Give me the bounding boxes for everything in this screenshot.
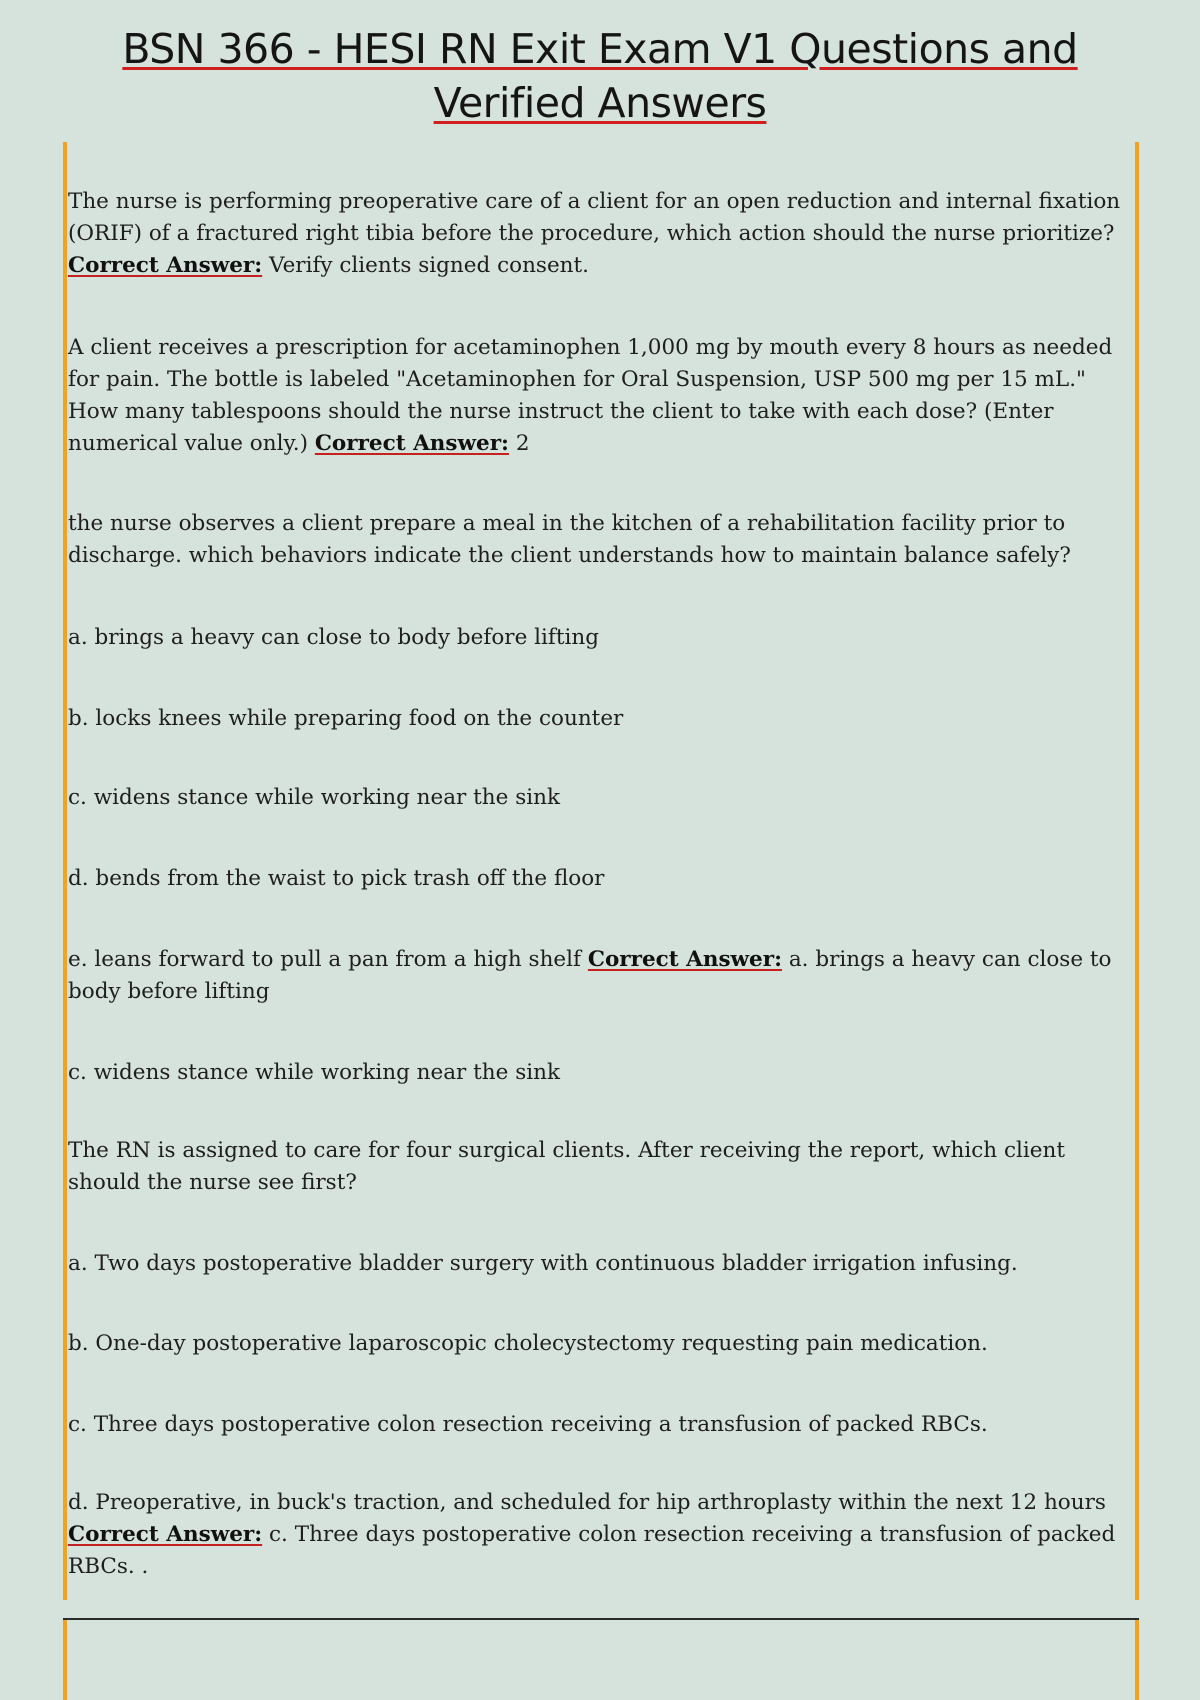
correct-answer-label: Correct Answer:: [68, 1522, 263, 1547]
question-3-option-e: [68, 944, 1130, 1008]
page-title: [0, 22, 1200, 130]
question-3: [68, 508, 1130, 572]
question-4-option-d-text: d. Preoperative, in buck's traction, and scheduled for hip arthroplasty within the next 12 hours: [68, 1490, 1106, 1515]
question-4-option-d: [68, 1487, 1130, 1583]
question-3-text: the nurse observes a client prepare a meal in the kitchen of a rehabilitation facility prior to discharge. which behaviors indicate the client understands how to maintain balance safely?: [68, 511, 1071, 568]
question-4-option-a: a. Two days postoperative bladder surgery with continuous bladder irrigation infusing.: [68, 1251, 1018, 1276]
question-1-answer: Verify clients signed consent.: [269, 253, 590, 278]
next-box-right-border: [1135, 1620, 1139, 1700]
question-2-answer: 2: [515, 431, 530, 456]
question-3-answer: a. brings a heavy can close to body before lifting: [68, 947, 1112, 1004]
next-box-top-border: [63, 1618, 1139, 1620]
title-line-2: Verified Answers: [433, 79, 767, 127]
question-3-option-e-text: e. leans forward to pull a pan from a high shelf: [68, 947, 581, 972]
question-3-option-c: c. widens stance while working near the sink: [68, 785, 560, 810]
question-2-text: A client receives a prescription for acetaminophen 1,000 mg by mouth every 8 hours as needed for pain. The bottle is labeled "Acetaminophen for Oral Suspension, USP 500 mg per 15 mL." How many tablespoons should the nurse instruct the client to take with each dose? (Enter numerical value only.): [68, 335, 1113, 456]
question-4-option-c: c. Three days postoperative colon resection receiving a transfusion of packed RBCs.: [68, 1412, 988, 1437]
question-4-answer: c. Three days postoperative colon resection receiving a transfusion of packed RBCs. .: [68, 1522, 1116, 1579]
next-box-left-border: [63, 1620, 67, 1700]
question-3-option-d: d. bends from the waist to pick trash off the floor: [68, 866, 605, 891]
question-4-option-b: b. One-day postoperative laparoscopic cholecystectomy requesting pain medication.: [68, 1331, 988, 1356]
question-3-option-b: b. locks knees while preparing food on the counter: [68, 706, 624, 731]
correct-answer-label: Correct Answer:: [314, 431, 509, 456]
right-border: [1135, 142, 1139, 1600]
question-2: [68, 332, 1130, 460]
question-1: [68, 186, 1130, 282]
correct-answer-label: Correct Answer:: [587, 947, 783, 972]
question-4-text: The RN is assigned to care for four surgical clients. After receiving the report, which client should the nurse see first?: [68, 1138, 1065, 1195]
title-line-1: BSN 366 - HESI RN Exit Exam V1 Questions and: [122, 25, 1078, 73]
question-3-option-a: a. brings a heavy can close to body before lifting: [68, 625, 599, 650]
left-border: [63, 142, 67, 1600]
question-3-answer-2: c. widens stance while working near the sink: [68, 1060, 560, 1085]
question-4: [68, 1135, 1130, 1199]
question-1-text: The nurse is performing preoperative care of a client for an open reduction and internal fixation (ORIF) of a fractured right tibia before the procedure, which action should the nurse prioritize?: [68, 189, 1121, 246]
correct-answer-label: Correct Answer:: [68, 253, 263, 278]
